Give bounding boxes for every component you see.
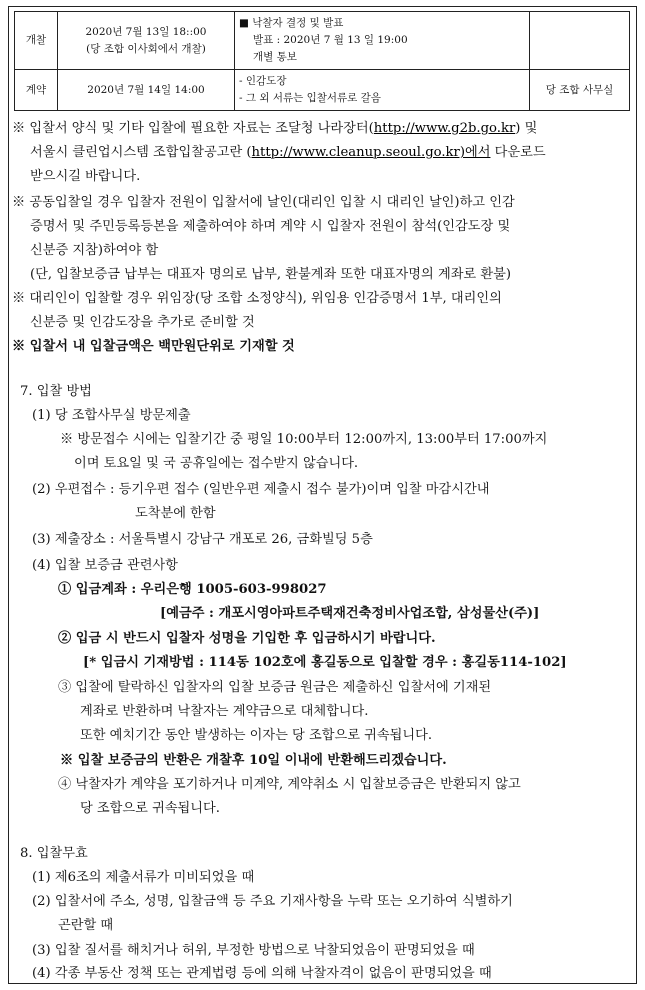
section-title: 7. 입찰 방법 — [20, 384, 92, 399]
content-line: - 인감도장 — [239, 75, 287, 87]
note-text: ※ 입찰서 양식 및 기타 입찰에 필요한 자료는 조달청 나라장터( — [12, 121, 374, 136]
note-line: 증명서 및 주민등록등본을 제출하여야 하며 계약 시 입찰자 전원이 참석(인감도장 및 — [30, 219, 511, 234]
note-line: (단, 입찰보증금 납부는 대표자 명의로 납부, 환불계좌 또한 대표자명의 계좌로 환불) — [30, 267, 511, 282]
list-item: (1) 당 조합사무실 방문제출 — [32, 408, 191, 423]
section-title: 8. 입찰무효 — [20, 846, 88, 861]
content-line: - 그 외 서류는 입찰서류로 갈음 — [239, 92, 381, 104]
content-line: 개별 통보 — [253, 51, 297, 63]
content-line: 발표 : 2020년 7 월 13 일 19:00 — [253, 34, 408, 46]
list-item: 도착분에 한함 — [135, 506, 216, 521]
note-line: ※ 공동입찰일 경우 입찰자 전원이 입찰서에 날인(대리인 입찰 시 대리인 날인)하고 인감 — [12, 195, 515, 210]
date-text: 2020년 7월 13일 18::00 — [85, 25, 207, 38]
list-item: 또한 예치기간 동안 발생하는 이자는 당 조합으로 귀속됩니다. — [80, 728, 433, 743]
deposit-instruction: ② 입금 시 반드시 입찰자 성명을 기입한 후 입금하시기 바랍니다. — [58, 631, 436, 646]
account-holder: [예금주 : 개포시영아파트주택재건축정비사업조합, 삼성물산(주)] — [160, 606, 540, 621]
note-text: 서울시 클린업시스템 조합입찰공고란 ( — [30, 145, 252, 160]
table-row — [15, 70, 630, 111]
cleanup-link[interactable]: http://www.cleanup.seoul.go.kr)에서 — [251, 145, 491, 160]
note-text: ) 및 — [515, 121, 538, 136]
list-item: (4) 입찰 보증금 관련사항 — [32, 558, 178, 573]
table-row — [15, 12, 630, 70]
content-heading: ■ 낙찰자 결정 및 발표 — [239, 17, 344, 29]
list-item-note: 이며 토요일 및 국 공휴일에는 접수받지 않습니다. — [74, 456, 359, 471]
deposit-account: ① 입금계좌 : 우리은행 1005-603-998027 — [58, 582, 327, 597]
note-line — [30, 141, 546, 160]
note-text: 다운로드 — [490, 145, 546, 160]
content-cell — [235, 12, 530, 70]
note-line — [12, 117, 537, 136]
list-item: 당 조합으로 귀속됩니다. — [80, 801, 220, 816]
schedule-table — [14, 11, 630, 111]
refund-note: ※ 입찰 보증금의 반환은 개찰후 10일 이내에 반환해드리겠습니다. — [60, 753, 447, 768]
note-line: 신분증 지참)하여야 함 — [30, 243, 159, 258]
note-line-emphasis: ※ 입찰서 내 입찰금액은 백만원단위로 기재할 것 — [12, 339, 295, 354]
row-label: 계약 — [15, 70, 58, 111]
list-item: (2) 입찰서에 주소, 성명, 입찰금액 등 주요 기재사항을 누락 또는 오기하여 식별하기 — [32, 894, 513, 909]
list-item: 곤란할 때 — [58, 918, 114, 933]
date-cell — [58, 12, 235, 70]
list-item: (1) 제6조의 제출서류가 미비되었을 때 — [32, 870, 255, 885]
g2b-link[interactable]: http://www.g2b.go.kr — [373, 121, 516, 136]
list-item: (4) 각종 부동산 정책 또는 관계법령 등에 의해 낙찰자격이 없음이 판명되었을 때 — [32, 966, 492, 981]
deposit-example: [* 입금시 기재방법 : 114동 102호에 홍길동으로 입찰할 경우 : 홍길동114-102] — [83, 655, 567, 670]
list-item: ④ 낙찰자가 계약을 포기하거나 미계약, 계약취소 시 입찰보증금은 반환되지 않고 — [58, 777, 521, 792]
list-item: (2) 우편접수 : 등기우편 접수 (일반우편 제출시 접수 불가)이며 입찰 마감시간내 — [32, 482, 490, 497]
note-line: 받으시길 바랍니다. — [30, 169, 141, 184]
list-item: ③ 입찰에 탈락하신 입찰자의 입찰 보증금 원금은 제출하신 입찰서에 기재된 — [58, 680, 492, 695]
note-line: 신분증 및 인감도장을 추가로 준비할 것 — [30, 315, 255, 330]
date-note: (당 조합 이사회에서 개찰) — [86, 42, 206, 55]
place-cell — [530, 12, 630, 70]
note-line: ※ 대리인이 입찰할 경우 위임장(당 조합 소정양식), 위임용 인감증명서 1부, 대리인의 — [12, 291, 502, 306]
date-cell: 2020년 7월 14일 14:00 — [58, 70, 235, 111]
list-item: (3) 제출장소 : 서울특별시 강남구 개포로 26, 금화빌딩 5층 — [32, 532, 373, 547]
row-label: 개찰 — [15, 12, 58, 70]
list-item: 계좌로 반환하며 낙찰자는 계약금으로 대체합니다. — [80, 704, 369, 719]
list-item-note: ※ 방문접수 시에는 입찰기간 중 평일 10:00부터 12:00까지, 13:00부터 17:00까지 — [60, 432, 548, 447]
place-cell: 당 조합 사무실 — [530, 70, 630, 111]
list-item: (3) 입찰 질서를 해치거나 허위, 부정한 방법으로 낙찰되었음이 판명되었을 때 — [32, 943, 475, 958]
content-cell — [235, 70, 530, 111]
